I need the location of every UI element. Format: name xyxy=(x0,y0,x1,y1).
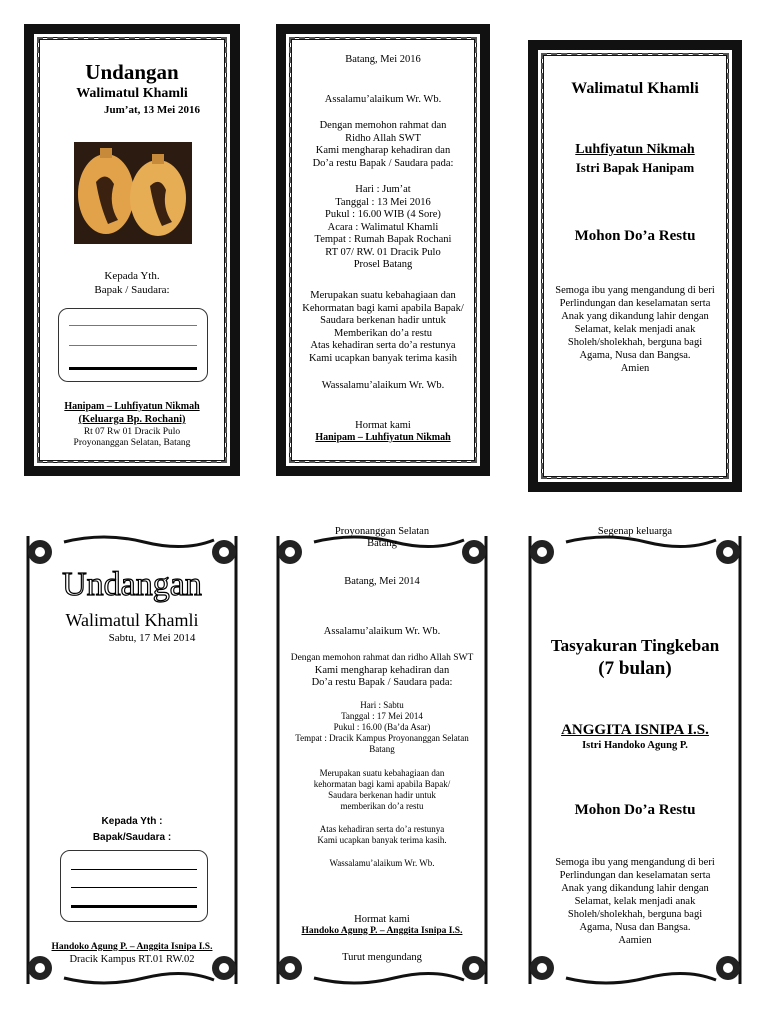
cover-subtitle: Walimatul Khamli xyxy=(76,86,188,101)
salam: Assalamu’alaikum Wr. Wb. xyxy=(324,94,442,105)
sender-address-2: Proyonanggan Selatan, Batang xyxy=(73,438,191,448)
cover-title: Undangan xyxy=(62,566,202,603)
request-heading: Mohon Do’a Restu xyxy=(574,228,696,244)
invitation-cover-card-2014 xyxy=(24,532,240,988)
overflow-text-1: Proyonanggan Selatan xyxy=(334,526,430,537)
invitation-cover-card-2016 xyxy=(24,24,240,476)
card-title: Walimatul Khamli xyxy=(571,80,699,97)
signer-name: Handoko Agung P. – Anggita Isnipa I.S. xyxy=(301,926,463,936)
cover-title: Undangan xyxy=(85,60,179,84)
mother-name: ANGGITA ISNIPA I.S. xyxy=(561,722,709,738)
card-title-2: (7 bulan) xyxy=(598,658,672,679)
intro-text: Dengan memohon rahmat dan ridho Allah SWT Kami mengharap kehadiran dan Do’a restu Bapak / Saudara pada: xyxy=(290,653,474,688)
spouse-line: Istri Handoko Agung P. xyxy=(582,740,688,751)
prayer-text: Semoga ibu yang mengandung di beri Perlindungan dan keselamatan serta Anak yang dikandung lahir dengan Selamat, kelak menjadi anak Sholeh/sholekhah, berguna bagi Agama, Nusa dan Bangsa. Aamien xyxy=(555,857,715,946)
intro-text: Dengan memohon rahmat dan Ridho Allah SWT Kami mengharap kehadiran dan Do’a restu Bapak / Saudara pada: xyxy=(312,120,454,169)
sender-address-1: Rt 07 Rw 01 Dracik Pulo xyxy=(83,427,181,437)
place-date: Batang, Mei 2014 xyxy=(344,576,420,587)
request-heading: Mohon Do’a Restu xyxy=(574,802,696,818)
hormat-kami: Hormat kami xyxy=(355,420,411,431)
closing-text: Merupakan suatu kebahagiaan dan kehormatan bagi kami apabila Bapak/ Saudara berkenan hadir untuk memberikan do’a restu xyxy=(313,768,451,811)
thanks-text: Atas kehadiran serta do’a restunya Kami ucapkan banyak terima kasih. xyxy=(317,824,447,845)
invitation-letter-card-2014 xyxy=(274,526,490,988)
event-details: Hari : Jum’at Tanggal : 13 Mei 2016 Pukul : 16.00 WIB (4 Sore) Acara : Walimatul Khamli Tempat : Rumah Bapak Rochani RT 07/ RW. 01 Dracik Pulo Prosel Batang xyxy=(314,184,452,270)
salam: Assalamu’alaikum Wr. Wb. xyxy=(323,626,441,637)
address-box[interactable] xyxy=(58,308,208,382)
place-date: Batang, Mei 2016 xyxy=(345,54,421,65)
recipient-label: Kepada Yth. xyxy=(104,270,160,282)
event-details: Hari : Sabtu Tanggal : 17 Mei 2014 Pukul : 16.00 (Ba’da Asar) Tempat : Dracik Kampus Proyonanggan Selatan Batang xyxy=(295,700,469,754)
hormat-kami: Hormat kami xyxy=(354,914,410,925)
address-box[interactable] xyxy=(60,850,208,922)
cover-date: Jum’at, 13 Mei 2016 xyxy=(104,104,200,116)
turut-mengundang: Turut mengundang xyxy=(342,952,422,963)
sender-name: Handoko Agung P. – Anggita Isnipa I.S. xyxy=(51,942,213,952)
sender-address: Dracik Kampus RT.01 RW.02 xyxy=(69,954,195,965)
recipient-label: Kepada Yth : xyxy=(101,816,163,827)
prayer-card-2016 xyxy=(528,40,742,492)
mother-name: Luhfiyatun Nikmah xyxy=(575,142,695,157)
cover-subtitle: Walimatul Khamli xyxy=(65,610,199,630)
signer-name: Hanipam – Luhfiyatun Nikmah xyxy=(315,432,451,443)
sender-name: Hanipam – Luhfiyatun Nikmah xyxy=(64,401,200,412)
prayer-text: Semoga ibu yang mengandung di beri Perlindungan dan keselamatan serta Anak yang dikandung lahir dengan Selamat, kelak menjadi anak Sholeh/sholekhah, berguna bagi Agama, Nusa dan Bangsa. Amien xyxy=(555,285,715,374)
wassalam: Wassalamu’alaikum Wr. Wb. xyxy=(321,380,445,391)
kendi-photo xyxy=(74,142,192,244)
tasyakuran-card-2014 xyxy=(526,526,744,988)
invitation-letter-card-2016 xyxy=(276,24,490,476)
closing-text: Merupakan suatu kebahagiaan dan Kehormatan bagi kami apabila Bapak/ Saudara berkenan hadir untuk Memberikan do’a restu Atas kehadiran serta do’a restunya Kami ucapkan banyak terima kasih xyxy=(302,290,464,364)
recipient-label-2: Bapak / Saudara: xyxy=(94,284,170,296)
overflow-text: Segenap keluarga xyxy=(597,526,673,537)
cover-date: Sabtu, 17 Mei 2014 xyxy=(108,632,196,644)
wassalam: Wassalamu’alaikum Wr. Wb. xyxy=(329,858,435,868)
recipient-label-2: Bapak/Saudara : xyxy=(92,832,172,843)
overflow-text-2: Batang xyxy=(367,538,397,549)
decorative-border xyxy=(528,40,742,492)
spouse-line: Istri Bapak Hanipam xyxy=(575,160,695,175)
sender-family: (Keluarga Bp. Rochani) xyxy=(78,414,186,425)
card-title: Tasyakuran Tingkeban xyxy=(550,636,720,655)
